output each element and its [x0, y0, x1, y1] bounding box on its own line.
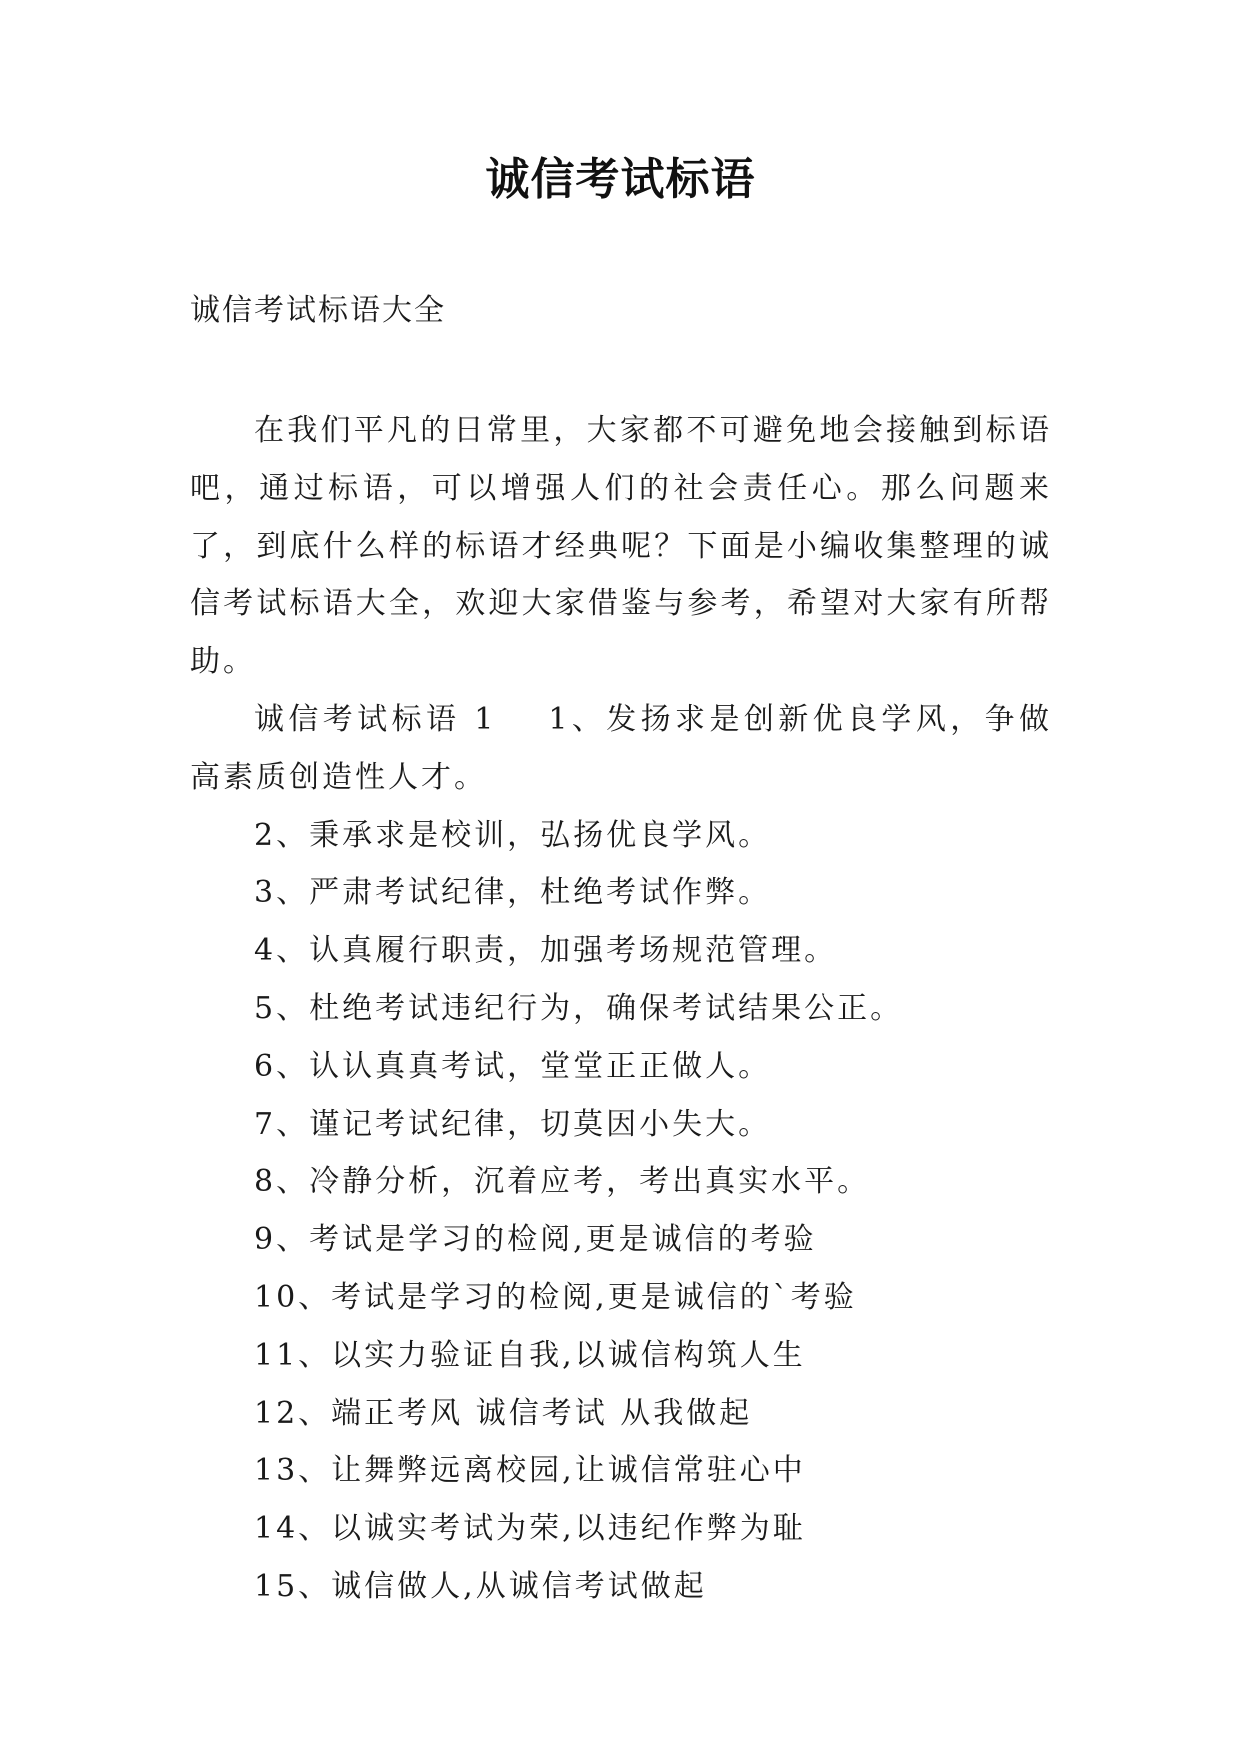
- slogan-item: 8、冷静分析，沉着应考，考出真实水平。: [254, 1164, 871, 1200]
- section-heading: 诚信考试标语 1: [254, 701, 497, 737]
- slogan-item: 14、以诚实考试为荣,以违纪作弊为耻: [254, 1511, 806, 1547]
- slogan-item: 15、诚信做人,从诚信考试做起: [254, 1568, 707, 1604]
- slogan-item: 12、端正考风 诚信考试 从我做起: [254, 1395, 753, 1431]
- slogan-item: 10、考试是学习的检阅,更是诚信的`考验: [254, 1279, 857, 1315]
- slogan-item: 7、谨记考试纪律，切莫因小失大。: [254, 1106, 772, 1142]
- intro-paragraph: 在我们平凡的日常里，大家都不可避免地会接触到标语吧，通过标语，可以增强人们的社会责任心。那么问题来了，到底什么样的标语才经典呢？下面是小编收集整理的诚信考试标语大全，欢迎大家借鉴与参考，希望对大家有所帮助。: [190, 413, 1052, 680]
- slogan-item: 6、认认真真考试，堂堂正正做人。: [254, 1048, 772, 1084]
- slogan-item: 11、以实力验证自我,以诚信构筑人生: [254, 1337, 806, 1373]
- document-subtitle: 诚信考试标语大全: [190, 293, 446, 328]
- slogan-item: 13、让舞弊远离校园,让诚信常驻心中: [254, 1453, 806, 1489]
- document-title: 诚信考试标语: [485, 154, 756, 205]
- slogan-item-1: 1、发扬求是创新优良学风，争做高素质创造性人才。: [190, 701, 1052, 795]
- slogan-item: 9、考试是学习的检阅,更是诚信的考验: [254, 1222, 817, 1258]
- document-body: [190, 402, 1052, 1616]
- slogan-item: 5、杜绝考试违纪行为，确保考试结果公正。: [254, 990, 904, 1026]
- slogan-item: 2、秉承求是校训，弘扬优良学风。: [254, 817, 772, 853]
- slogan-item: 4、认真履行职责，加强考场规范管理。: [254, 933, 838, 969]
- slogan-item: 3、严肃考试纪律，杜绝考试作弊。: [254, 875, 772, 911]
- section-paragraph: [190, 691, 1052, 807]
